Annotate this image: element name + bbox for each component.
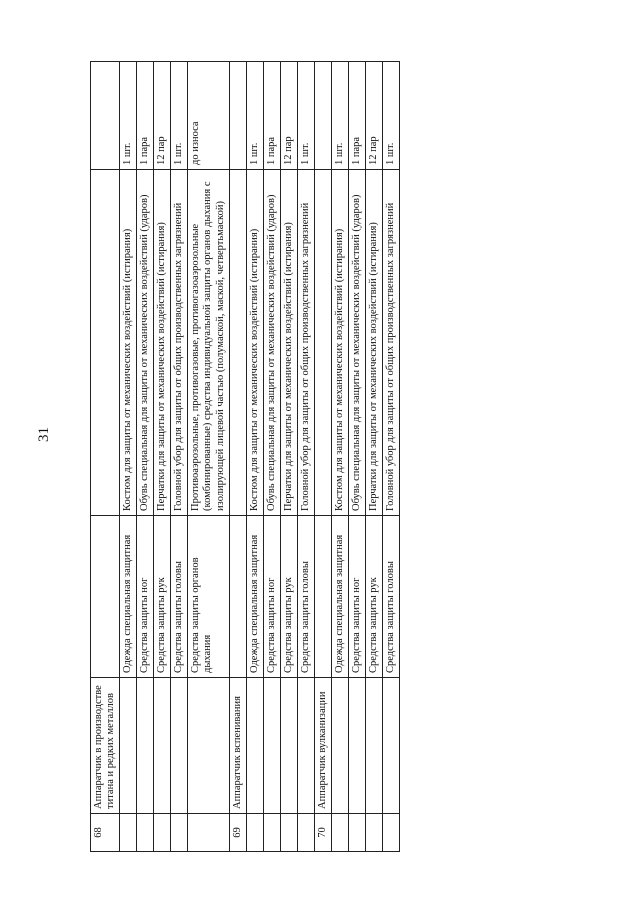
empty-cell [188, 814, 229, 852]
ppe-category: Средства защиты головы [171, 516, 188, 678]
empty-cell [383, 814, 400, 852]
issue-norm: 1 шт. [171, 62, 188, 170]
profession-title: Аппаратчик вспенивания [229, 678, 246, 814]
issue-norm: 1 шт. [297, 62, 314, 170]
ppe-item: Костюм для защиты от механических воздействий (истирания) [120, 170, 137, 516]
empty-cell [229, 170, 246, 516]
empty-cell [137, 678, 154, 814]
ppe-item: Головной убор для защиты от общих производственных загрязнений [297, 170, 314, 516]
ppe-item: Головной убор для защиты от общих производственных загрязнений [383, 170, 400, 516]
profession-title: Аппаратчик вулканизации [314, 678, 331, 814]
empty-cell [314, 170, 331, 516]
issue-norm: 1 шт. [246, 62, 263, 170]
empty-cell [263, 678, 280, 814]
document-table-area [90, 62, 550, 852]
empty-cell [366, 678, 383, 814]
table-row [366, 62, 383, 852]
table-row [331, 62, 348, 852]
empty-cell [171, 678, 188, 814]
empty-cell [263, 814, 280, 852]
empty-cell [229, 516, 246, 678]
empty-cell [171, 814, 188, 852]
issue-norm: 12 пар [280, 62, 297, 170]
issue-norm: 1 пара [137, 62, 154, 170]
table-row [120, 62, 137, 852]
ppe-category: Одежда специальная защитная [246, 516, 263, 678]
empty-cell [188, 678, 229, 814]
table-row [383, 62, 400, 852]
empty-cell [280, 814, 297, 852]
ppe-item: Перчатки для защиты от механических воздействий (истирания) [280, 170, 297, 516]
table-row [246, 62, 263, 852]
empty-cell [297, 678, 314, 814]
empty-cell [246, 814, 263, 852]
ppe-item: Перчатки для защиты от механических воздействий (истирания) [366, 170, 383, 516]
issue-norm: 1 шт. [383, 62, 400, 170]
rotated-table-container [90, 62, 550, 852]
profession-title: Аппаратчик в производстве титана и редких металлов [91, 678, 120, 814]
row-number: 69 [229, 814, 246, 852]
table-body [91, 62, 400, 852]
ppe-item: Обувь специальная для защиты от механических воздействий (ударов) [137, 170, 154, 516]
empty-cell [280, 678, 297, 814]
ppe-item: Перчатки для защиты от механических воздействий (истирания) [154, 170, 171, 516]
empty-cell [246, 678, 263, 814]
ppe-category: Средства защиты рук [366, 516, 383, 678]
ppe-item: Костюм для защиты от механических воздействий (истирания) [331, 170, 348, 516]
empty-cell [331, 814, 348, 852]
empty-cell [91, 516, 120, 678]
ppe-category: Средства защиты ног [349, 516, 366, 678]
issue-norm: 1 пара [349, 62, 366, 170]
ppe-item: Противоаэрозольные, противогазовые, противогазоаэрозольные (комбинированные) средства индивидуальной защиты органов дыхания с изолирующей лицевой частью (полумаской, маской, четвертьмаской) [188, 170, 229, 516]
ppe-item: Обувь специальная для защиты от механических воздействий (ударов) [263, 170, 280, 516]
empty-cell [366, 814, 383, 852]
empty-cell [383, 678, 400, 814]
empty-cell [120, 814, 137, 852]
table-row [263, 62, 280, 852]
ppe-category: Средства защиты ног [137, 516, 154, 678]
issue-norm: 12 пар [154, 62, 171, 170]
empty-cell [349, 678, 366, 814]
issue-norm: 1 шт. [331, 62, 348, 170]
profession-row [91, 62, 120, 852]
ppe-category: Средства защиты ног [263, 516, 280, 678]
ppe-item: Костюм для защиты от механических воздействий (истирания) [246, 170, 263, 516]
empty-cell [91, 62, 120, 170]
ppe-category: Средства защиты рук [154, 516, 171, 678]
empty-cell [120, 678, 137, 814]
ppe-category: Одежда специальная защитная [120, 516, 137, 678]
page-number: 31 [36, 427, 52, 442]
profession-row [229, 62, 246, 852]
table-row [280, 62, 297, 852]
row-number: 70 [314, 814, 331, 852]
issue-norm: 1 пара [263, 62, 280, 170]
empty-cell [154, 678, 171, 814]
table-row [137, 62, 154, 852]
empty-cell [331, 678, 348, 814]
issue-norm: 12 пар [366, 62, 383, 170]
empty-cell [297, 814, 314, 852]
ppe-category: Средства защиты головы [297, 516, 314, 678]
ppe-category: Средства защиты головы [383, 516, 400, 678]
empty-cell [229, 62, 246, 170]
ppe-category: Одежда специальная защитная [331, 516, 348, 678]
empty-cell [91, 170, 120, 516]
ppe-category: Средства защиты рук [280, 516, 297, 678]
ppe-item: Головной убор для защиты от общих производственных загрязнений [171, 170, 188, 516]
ppe-norms-table [90, 61, 400, 852]
empty-cell [314, 62, 331, 170]
issue-norm: 1 шт. [120, 62, 137, 170]
table-row [171, 62, 188, 852]
empty-cell [314, 516, 331, 678]
empty-cell [137, 814, 154, 852]
table-row [349, 62, 366, 852]
ppe-category: Средства защиты органов дыхания [188, 516, 229, 678]
table-row [188, 62, 229, 852]
empty-cell [349, 814, 366, 852]
table-row [154, 62, 171, 852]
empty-cell [154, 814, 171, 852]
row-number: 68 [91, 814, 120, 852]
table-row [297, 62, 314, 852]
ppe-item: Обувь специальная для защиты от механических воздействий (ударов) [349, 170, 366, 516]
profession-row [314, 62, 331, 852]
issue-norm: до износа [188, 62, 229, 170]
